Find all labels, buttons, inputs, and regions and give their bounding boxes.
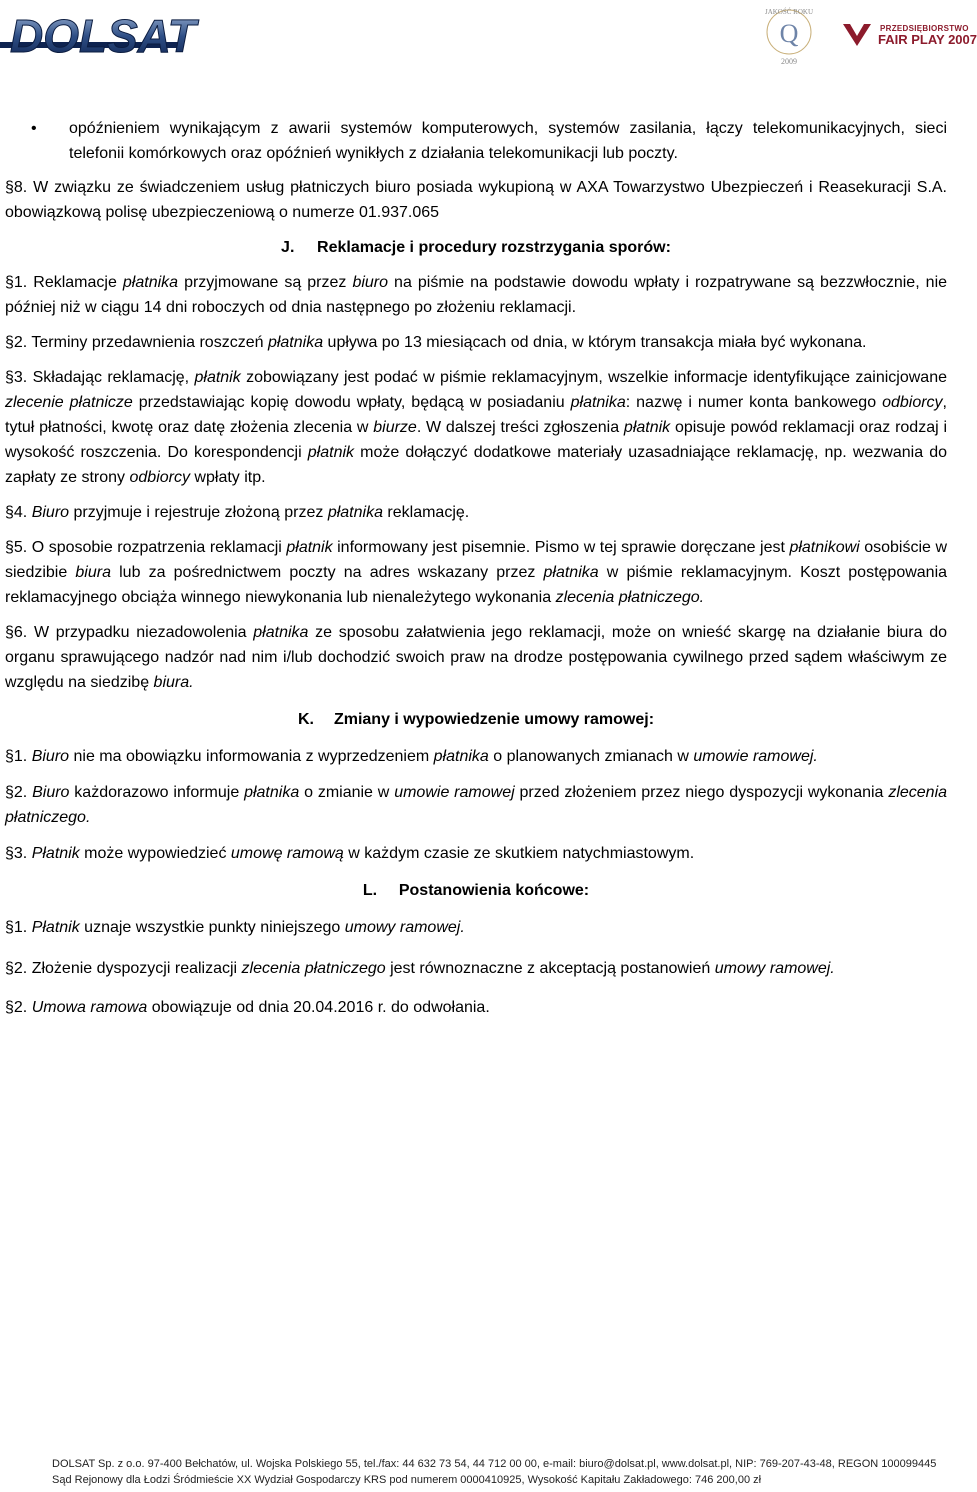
paragraph-j3: §3. Składając reklamację, płatnik zobowiązany jest podać w piśmie reklamacyjnym, wszelkie informacje identyfikujące zainicjowane zlecenie płatnicze przedstawiając kopię dowodu wpłaty, będącą w posiadaniu płatnika: nazwę i numer konta bankowego odbiorcy, tytuł płatności, kwotę oraz datę złożenia zlecenia w biurze. W dalszej treści zgłoszenia płatnik opisuje powód reklamacji oraz rodzaj i wysokość roszczenia. Do korespondencji płatnik może dołączyć dodatkowe materiały uzasadniające reklamację, np. wezwania do zapłaty ze strony odbiorcy wpłaty itp. — [5, 369, 948, 486]
paragraph-k2: §2. Biuro każdorazowo informuje płatnika o zmianie w umowie ramowej przed złożeniem przez niego dyspozycji wykonania zlecenia płatniczego. — [5, 784, 948, 826]
fair-play-main-text: FAIR PLAY 2007 — [878, 32, 977, 47]
svg-text:Q: Q — [779, 19, 799, 48]
jakosc-roku-logo — [760, 2, 818, 68]
fair-play-top-text: PRZEDSIĘBIORSTWO — [880, 24, 969, 33]
paragraph-l1: §1. Płatnik uznaje wszystkie punkty niniejszego umowy ramowej. — [5, 919, 465, 936]
section-j-heading: J. Reklamacje i procedury rozstrzygania sporów: — [281, 239, 671, 256]
bullet-dot-icon: • — [31, 120, 37, 137]
paragraph-j4: §4. Biuro przyjmuje i rejestruje złożoną przez płatnika reklamację. — [5, 504, 470, 521]
fair-play-checkmark-icon — [840, 16, 874, 50]
paragraph-8: §8. W związku ze świadczeniem usług płatniczych biuro posiada wykupioną w AXA Towarzystwo Ubezpieczeń i Reasekuracji S.A. obowiązkową polisę ubezpieczeniową o numerze 01.937.065 — [5, 179, 947, 221]
page-header — [0, 0, 977, 90]
paragraph-j2: §2. Terminy przedawnienia roszczeń płatnika upływa po 13 miesiącach od dnia, w którym transakcja miała być wykonana. — [5, 334, 867, 351]
document-body — [5, 116, 947, 1020]
dolsat-logo — [4, 4, 196, 66]
svg-text:JAKOŚĆ ROKU: JAKOŚĆ ROKU — [764, 8, 814, 16]
paragraph-l3: §2. Umowa ramowa obowiązuje od dnia 20.04.2016 r. do odwołania. — [5, 999, 490, 1016]
paragraph-k1: §1. Biuro nie ma obowiązku informowania z wyprzedzeniem płatnika o planowanych zmianach w umowie ramowej. — [5, 748, 818, 765]
footer-registry-info: Sąd Rejonowy dla Łodzi Śródmieście XX Wydział Gospodarczy KRS pod numerem 0000410925, Wysokość Kapitału Zakładowego: 746 200,00 zł — [52, 1474, 762, 1486]
section-l-heading: L. Postanowienia końcowe: — [362, 882, 590, 899]
paragraph-j1: §1. Reklamacje płatnika przyjmowane są przez biuro na piśmie na podstawie dowodu wpłaty i rozpatrywane są bezzwłocznie, nie później niż w ciągu 14 dni roboczych od dnia następnego po złożeniu reklamacji. — [5, 274, 948, 316]
fair-play-logo — [840, 16, 977, 52]
svg-text:DOLSAT: DOLSAT — [10, 10, 196, 62]
page-footer — [0, 1455, 960, 1492]
paragraph-l2: §2. Złożenie dyspozycji realizacji zlecenia płatniczego jest równoznaczne z akceptacją postanowień umowy ramowej. — [5, 960, 835, 977]
section-k-heading: K. Zmiany i wypowiedzenie umowy ramowej: — [297, 711, 655, 728]
paragraph-k3: §3. Płatnik może wypowiedzieć umowę ramową w każdym czasie ze skutkiem natychmiastowym. — [5, 845, 695, 862]
svg-text:2009: 2009 — [781, 57, 797, 66]
paragraph-j6: §6. W przypadku niezadowolenia płatnika ze sposobu załatwienia jego reklamacji, może on wnieść skargę na działanie biura do organu sprawującego nadzór nad nim i/lub dochodzić swoich praw na drodze postępowania cywilnego przed sądem właściwym ze względu na siedzibę biura. — [5, 624, 947, 691]
paragraph-j5: §5. O sposobie rozpatrzenia reklamacji płatnik informowany jest pisemnie. Pismo w tej sprawie doręczane jest płatnikowi osobiście w siedzibie biura lub za pośrednictwem poczty na adres wskazany przez płatnika w piśmie reklamacyjnym. Koszt postępowania reklamacyjnego obciąża winnego niewykonania lub nienależytego wykonania zlecenia płatniczego. — [5, 539, 948, 606]
footer-company-info: DOLSAT Sp. z o.o. 97-400 Bełchatów, ul. Wojska Polskiego 55, tel./fax: 44 632 73 54, 44 712 00 00, e-mail: biuro@dolsat.pl, www.dolsat.pl, NIP: 769-207-43-48, REGON 100099445 — [52, 1458, 937, 1470]
bullet-item: • opóźnieniem wynikającym z awarii systemów komputerowych, systemów zasilania, łączy telekomunikacyjnych, sieci telefonii komórkowych oraz opóźnień wynikłych z działania telekomunikacji lub poczty. — [5, 116, 947, 166]
